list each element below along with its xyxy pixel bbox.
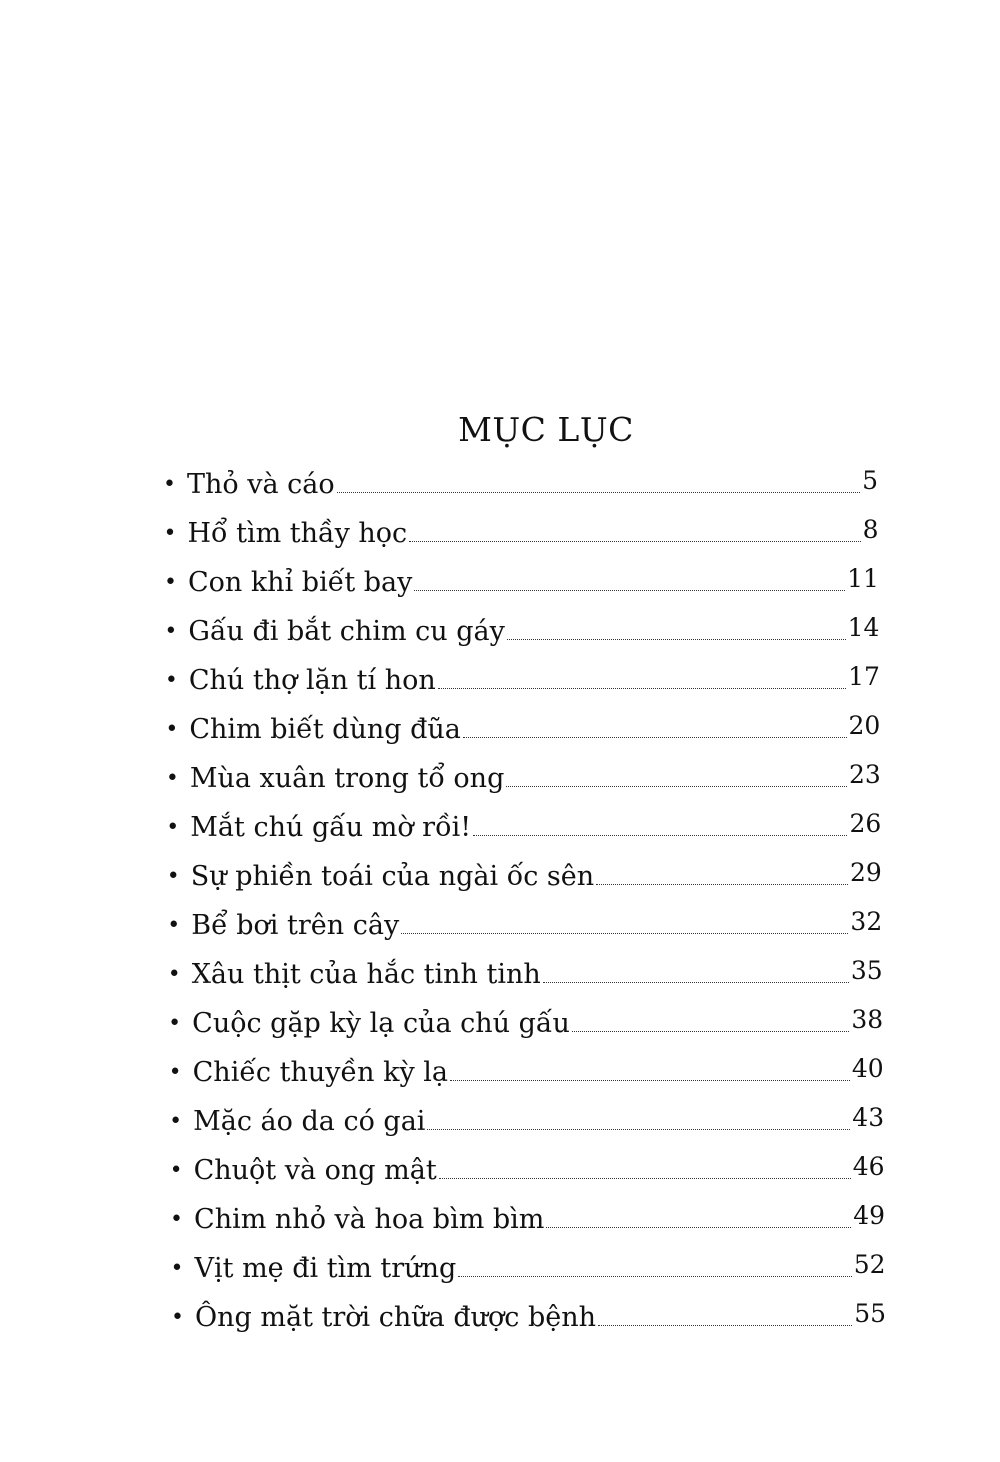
dot-leader — [596, 884, 848, 885]
toc-entry-page: 46 — [852, 1152, 885, 1181]
toc-entry-title: Vịt mẹ đi tìm trứng — [194, 1253, 457, 1284]
bullet-icon: • — [163, 570, 177, 595]
toc-entry-page: 52 — [853, 1250, 886, 1279]
toc-heading: MỤC LỤC — [458, 410, 634, 450]
dot-leader — [506, 786, 847, 787]
toc-entry-title: Chuột và ong mật — [193, 1155, 437, 1186]
toc-entry — [163, 462, 878, 502]
toc-entry — [164, 609, 879, 649]
toc-entry-title: Chim biết dùng đũa — [189, 714, 461, 745]
dot-leader — [337, 492, 860, 493]
toc-entry-page: 17 — [848, 662, 880, 691]
bullet-icon: • — [167, 962, 181, 987]
toc-entry-page: 35 — [850, 956, 883, 985]
bullet-icon: • — [169, 1109, 183, 1134]
toc-entry-title: Xâu thịt của hắc tinh tinh — [191, 959, 541, 990]
bullet-icon: • — [163, 521, 177, 546]
toc-entry-page: 32 — [850, 907, 883, 936]
dot-leader — [450, 1080, 850, 1081]
toc-entry-title: Mùa xuân trong tổ ong — [189, 763, 505, 794]
toc-entry-page: 8 — [862, 515, 879, 544]
toc-entry-title: Con khỉ biết bay — [187, 567, 413, 598]
dot-leader — [409, 541, 860, 542]
bullet-icon: • — [167, 913, 181, 938]
dot-leader — [438, 688, 846, 689]
toc-entry-title: Ông mặt trời chữa được bệnh — [195, 1302, 597, 1333]
toc-entry-title: Gấu đi bắt chim cu gáy — [188, 616, 505, 647]
toc-entry — [165, 658, 880, 698]
bullet-icon: • — [166, 815, 180, 840]
toc-entry — [171, 1246, 886, 1286]
dot-leader — [458, 1276, 851, 1277]
toc-entry-title: Bể bơi trên cây — [191, 910, 400, 941]
dot-leader — [507, 639, 846, 640]
toc-entry — [166, 805, 881, 845]
toc-entry — [168, 1001, 883, 1041]
bullet-icon: • — [165, 766, 179, 791]
toc-entry-page: 38 — [851, 1005, 884, 1034]
toc-entry — [166, 756, 881, 796]
toc-entry-page: 5 — [862, 466, 878, 495]
toc-entry-title: Thỏ và cáo — [187, 469, 335, 500]
toc-entry-page: 23 — [849, 760, 881, 789]
bullet-icon: • — [170, 1256, 184, 1281]
toc-entry — [171, 1295, 886, 1335]
toc-entry — [167, 903, 882, 943]
toc-entry-page: 49 — [853, 1201, 886, 1230]
toc-entry — [165, 707, 880, 747]
dot-leader — [414, 590, 845, 591]
toc-entry-page: 40 — [851, 1054, 884, 1083]
dot-leader — [598, 1325, 852, 1326]
bullet-icon: • — [168, 1060, 182, 1085]
bullet-icon: • — [164, 668, 178, 693]
dot-leader — [427, 1129, 850, 1130]
toc-entry-page: 11 — [847, 564, 879, 593]
bullet-icon: • — [168, 1011, 182, 1036]
dot-leader — [463, 737, 847, 738]
toc-entry-title: Mắt chú gấu mờ rồi! — [190, 812, 472, 843]
bullet-icon: • — [164, 619, 178, 644]
dot-leader — [401, 933, 848, 934]
toc-entry-title: Cuộc gặp kỳ lạ của chú gấu — [192, 1008, 570, 1039]
bullet-icon: • — [165, 717, 179, 742]
toc-entry-title: Hổ tìm thầy học — [187, 518, 408, 549]
toc-entry — [164, 560, 879, 600]
toc-entry — [167, 854, 882, 894]
toc-entry — [168, 952, 883, 992]
toc-entry-page: 29 — [849, 858, 882, 887]
dot-leader — [572, 1031, 850, 1032]
toc-entry — [170, 1197, 885, 1237]
toc-entry — [163, 511, 878, 551]
toc-entry — [169, 1050, 884, 1090]
toc-entry — [170, 1148, 885, 1188]
toc-entry-page: 14 — [847, 613, 880, 642]
toc-entry — [169, 1099, 884, 1139]
toc-entry-title: Mặc áo da có gai — [193, 1106, 426, 1137]
toc-entry-title: Sự phiền toái của ngài ốc sên — [190, 861, 595, 892]
bullet-icon: • — [169, 1158, 183, 1183]
toc-entry-page: 43 — [852, 1103, 885, 1132]
toc-entry-title: Chim nhỏ và hoa bìm bìm — [194, 1204, 545, 1235]
toc-entry-page: 20 — [848, 711, 881, 740]
toc-entry-title: Chú thợ lặn tí hon — [188, 665, 436, 696]
dot-leader — [543, 982, 849, 983]
bullet-icon: • — [163, 472, 176, 497]
dot-leader — [546, 1227, 851, 1228]
toc-entry-page: 26 — [849, 809, 882, 838]
toc-entry-page: 55 — [854, 1299, 886, 1328]
toc-entry-title: Chiếc thuyền kỳ lạ — [192, 1057, 449, 1088]
bullet-icon: • — [171, 1305, 184, 1330]
bullet-icon: • — [170, 1207, 184, 1232]
bullet-icon: • — [166, 864, 180, 889]
dot-leader — [473, 835, 847, 836]
dot-leader — [439, 1178, 851, 1179]
